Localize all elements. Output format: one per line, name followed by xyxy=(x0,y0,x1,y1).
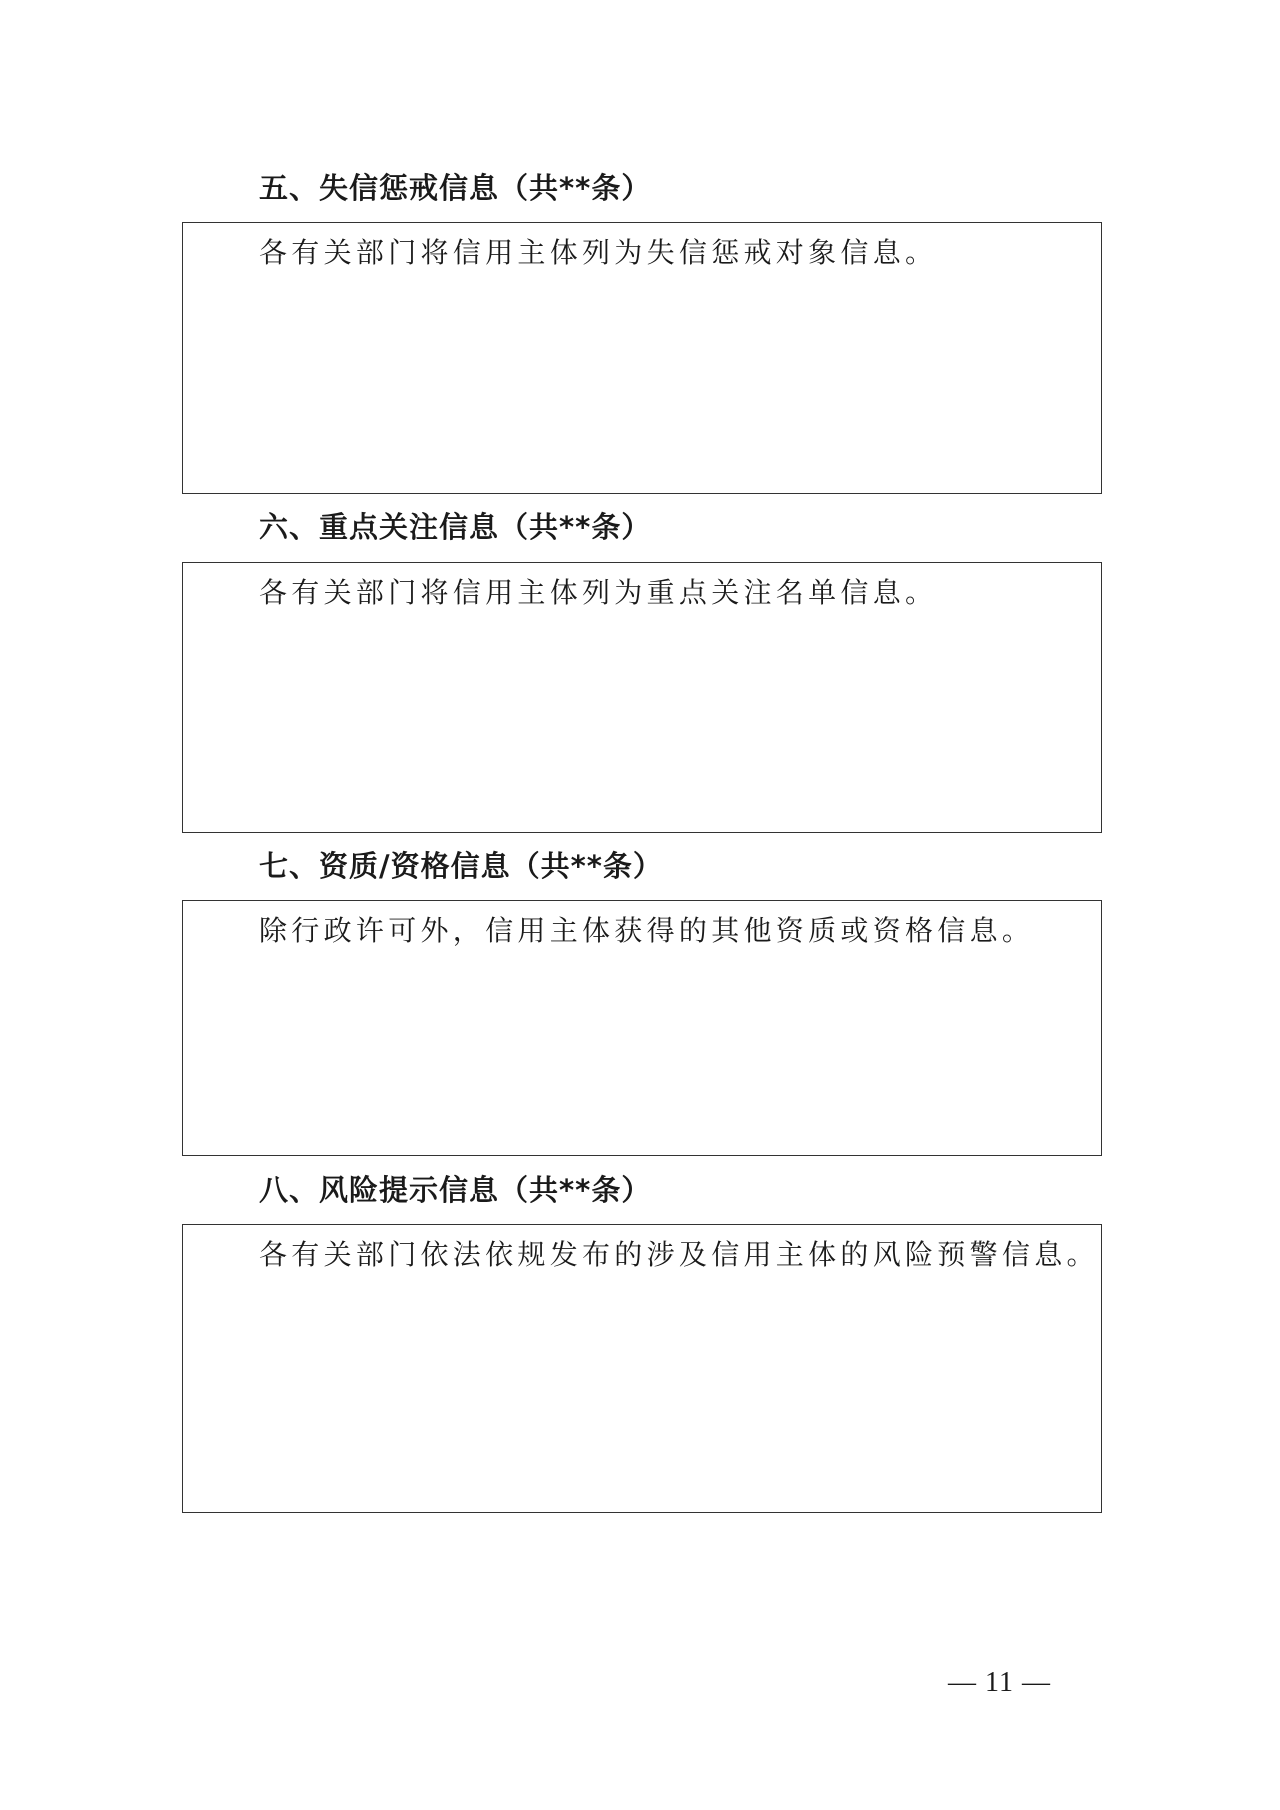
section-description-8: 各有关部门依法依规发布的涉及信用主体的风险预警信息。 xyxy=(259,1238,1099,1271)
section-box-5 xyxy=(182,222,1102,494)
section-heading-8: 八、风险提示信息（共**条） xyxy=(259,1173,652,1207)
section-box-6 xyxy=(182,562,1102,833)
section-heading-7: 七、资质/资格信息（共**条） xyxy=(259,849,663,883)
section-description-6: 各有关部门将信用主体列为重点关注名单信息。 xyxy=(259,576,938,609)
section-description-7: 除行政许可外，信用主体获得的其他资质或资格信息。 xyxy=(259,914,1035,947)
section-description-5: 各有关部门将信用主体列为失信惩戒对象信息。 xyxy=(259,236,938,269)
section-heading-6: 六、重点关注信息（共**条） xyxy=(259,510,652,544)
page-number: — 11 — xyxy=(948,1667,1051,1698)
section-box-8 xyxy=(182,1224,1102,1513)
section-heading-5: 五、失信惩戒信息（共**条） xyxy=(259,171,652,205)
section-box-7 xyxy=(182,900,1102,1156)
